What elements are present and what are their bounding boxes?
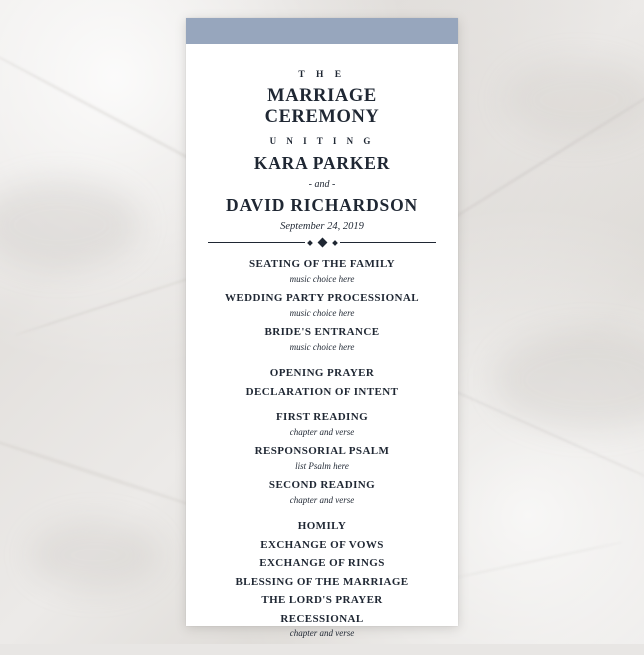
- program-item: [208, 555, 436, 572]
- program-item-title: BRIDE'S ENTRANCE: [264, 326, 380, 338]
- bride-name: KARA PARKER: [253, 153, 391, 173]
- program-item-title: SEATING OF THE FAMILY: [248, 258, 396, 270]
- program-item-title: DECLARATION OF INTENT: [245, 385, 399, 398]
- ornamental-divider: [208, 239, 436, 246]
- divider-diamond-center: [317, 238, 327, 248]
- program-item: [208, 290, 436, 320]
- program-item-subtitle: chapter and verse: [289, 628, 355, 638]
- program-item-title: EXCHANGE OF RINGS: [259, 557, 385, 569]
- program-item-title: OPENING PRAYER: [269, 367, 375, 379]
- program-item-title: WEDDING PARTY PROCESSIONAL: [225, 292, 419, 304]
- the-label: T H E: [298, 70, 346, 80]
- program-item-title: BLESSING OF THE MARRIAGE: [235, 575, 409, 588]
- program-spacer: [208, 511, 436, 518]
- wedding-program-card: [186, 18, 458, 638]
- accent-band: [186, 18, 458, 44]
- program-item: [208, 592, 436, 609]
- program-item: [208, 324, 436, 354]
- program-item-title: RESPONSORIAL PSALM: [254, 445, 390, 457]
- program-item: [208, 384, 436, 401]
- marble-blotch: [504, 60, 644, 140]
- program-item-title: EXCHANGE OF VOWS: [260, 538, 384, 551]
- marble-blotch: [494, 330, 644, 430]
- program-item-title: SECOND READING: [268, 479, 376, 491]
- program-item-subtitle: music choice here: [289, 341, 355, 352]
- marble-blotch: [0, 180, 140, 270]
- program-item-subtitle: chapter and verse: [289, 426, 355, 437]
- program-item-subtitle: list Psalm here: [295, 460, 349, 471]
- program-item: [208, 365, 436, 382]
- program-item: [208, 409, 436, 439]
- program-item: [208, 537, 436, 554]
- program-item: [208, 256, 436, 286]
- ceremony-date: September 24, 2019: [280, 221, 364, 232]
- program-item-subtitle: music choice here: [289, 307, 355, 318]
- divider-diamond-small-right: [332, 240, 338, 246]
- marble-vein: [0, 430, 214, 514]
- divider-line-right: [340, 242, 437, 243]
- program-spacer: [208, 402, 436, 409]
- marble-blotch: [30, 520, 160, 590]
- conjunction-label: - and -: [308, 179, 336, 190]
- program-spacer: [208, 358, 436, 365]
- program-item: [208, 574, 436, 591]
- program-item-subtitle: chapter and verse: [289, 494, 355, 505]
- uniting-label: U N I T I N G: [269, 136, 375, 146]
- program-item: [208, 477, 436, 507]
- program-item-title: RECESSIONAL: [280, 612, 364, 625]
- program-item-title: HOMILY: [297, 520, 347, 532]
- program-item-title: THE LORD'S PRAYER: [261, 594, 383, 606]
- divider-line-left: [208, 242, 305, 243]
- divider-diamond-small-left: [307, 240, 313, 246]
- marble-vein: [446, 541, 622, 580]
- program-content: [186, 44, 458, 655]
- program-item: [208, 443, 436, 473]
- program-item: [208, 611, 436, 641]
- program-list: [208, 256, 436, 641]
- ceremony-title: MARRIAGE CEREMONY: [264, 86, 380, 127]
- program-item: [208, 518, 436, 535]
- groom-name: DAVID RICHARDSON: [226, 195, 418, 215]
- program-item-subtitle: music choice here: [289, 273, 355, 284]
- program-item-title: FIRST READING: [275, 411, 369, 423]
